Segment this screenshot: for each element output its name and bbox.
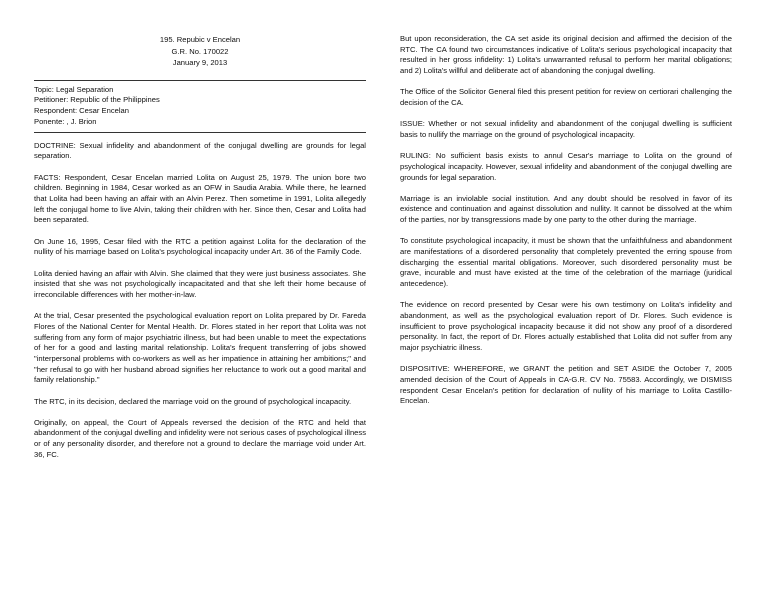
respondent-line: Respondent: Cesar Encelan <box>34 106 129 116</box>
denial-paragraph: Lolita denied having an affair with Alvin. She claimed that they were just business associates. She insisted that she was not psychologically incapacitated and that she left their home because of irreconcilable differences with her mother-in-law. <box>34 268 366 299</box>
dispositive-paragraph: DISPOSITIVE: WHEREFORE, we GRANT the petition and SET ASIDE the October 7, 2005 amended decision of the Court of Appeals in CA-G.R. CV No. 75583. Accordingly, we DISMISS respondent Cesar Encelan's petition for declaration of nullity of his marriage to Lolita Castillo-Encelan. <box>400 364 732 406</box>
left-column <box>34 34 366 471</box>
trial-paragraph: At the trial, Cesar presented the psychological evaluation report on Lolita prepared by Dr. Fareda Flores of the National Center for Mental Health. Dr. Flores stated in her report that Lolita was not suffering from any form of major psychiatric illness, but had been unable to meet the expectations of her for a good and lasting marital relationship. Lolita's frequent transferring of jobs showed "interpersonal problems with co-workers as well as her impatience in attaining her ambitions;" and "her refusal to go with her husband abroad signifies her reluctance to work out a good marital and family relationship." <box>34 311 366 385</box>
doctrine-paragraph: DOCTRINE: Sexual infidelity and abandonment of the conjugal dwelling are grounds for legal separation. <box>34 140 366 161</box>
topic-line: Topic: Legal Separation <box>34 84 114 94</box>
evidence-paragraph: The evidence on record presented by Cesar were his own testimony on Lolita's infidelity and abandonment, as well as the psychological evaluation report of Dr. Flores. Such evidence is insufficient to prove psychological incapacity because it did not show any proof of a disordered personality. In fact, the report of Dr. Flores actually established that Lolita did not suffer from any major psychiatric illness. <box>400 300 732 353</box>
reconsideration-paragraph: But upon reconsideration, the CA set aside its original decision and affirmed the decision of the RTC. The CA found two circumstances indicative of Lolita's serious psychological incapacity that resulted in her gross infidelity: 1) Lolita's unwarranted refusal to perform her marital obligations; and 2) Lolita's willful and deliberate act of abandoning the conjugal dwelling. <box>400 34 732 76</box>
case-info <box>34 81 366 132</box>
petition-paragraph: On June 16, 1995, Cesar filed with the RTC a petition against Lolita for the declaration of the nullity of his marriage based on Lolita's psychological incapacity under Art. 36 of the Family Code. <box>34 236 366 257</box>
osg-paragraph: The Office of the Solicitor General filed this present petition for review on certiorari challenging the decision of the CA. <box>400 87 732 108</box>
ruling-paragraph: RULING: No sufficient basis exists to annul Cesar's marriage to Lolita on the ground of psychological incapacity. However, sexual infidelity and abandonment of the conjugal dwelling are grounds for legal separation. <box>400 151 732 182</box>
decision-date: January 9, 2013 <box>172 58 228 67</box>
gr-number: G.R. No. 170022 <box>171 46 229 56</box>
right-column <box>400 34 732 418</box>
rtc-decision-paragraph: The RTC, in its decision, declared the marriage void on the ground of psychological incapacity. <box>34 396 352 406</box>
bottom-divider <box>34 132 366 133</box>
ponente-line: Ponente: , J. Brion <box>34 116 97 126</box>
appeal-paragraph: Originally, on appeal, the Court of Appeals reversed the decision of the RTC and held that abandonment of the conjugal dwelling and infidelity were not serious cases of psychological illness or of any personality disorder, and therefore not a ground to declare the marriage void under Art. 36, FC. <box>34 417 366 459</box>
psychological-incapacity-paragraph: To constitute psychological incapacity, it must be shown that the unfaithfulness and abandonment are manifestations of a disordered personality that completely prevented the erring spouse from discharging the essential marital obligations. Moreover, such disordered personality must be grave, incurable and must have existed at the time of the celebration of the marriage (juridical antecedence). <box>400 236 732 289</box>
case-title: 195. Repubic v Encelan <box>159 35 241 44</box>
case-heading <box>34 34 366 69</box>
petitioner-line: Petitioner: Republic of the Philippines <box>34 95 160 105</box>
marriage-institution-paragraph: Marriage is an inviolable social institution. And any doubt should be resolved in favor of its existence and continuation and against dissolution and nullity. It cannot be dissolved at the whim of the parties, nor by transgressions made by one party to the other during the marriage. <box>400 193 732 225</box>
issue-paragraph: ISSUE: Whether or not sexual infidelity and abandonment of the conjugal dwelling is sufficient basis to nullify the marriage on the ground of psychological incapacity. <box>400 119 732 139</box>
facts-paragraph: FACTS: Respondent, Cesar Encelan married Lolita on August 25, 1979. The union bore two children. Beginning in 1984, Cesar worked as an OFW in Saudia Arabia. While there, he learned that Lolita had been having an affair with an Alvin Perez. Then sometime in 1991, Lolita allegedly left the conjugal home to live Alvin, taking their children with her. Since then, Cesar and Lolita had been separated. <box>34 172 366 225</box>
